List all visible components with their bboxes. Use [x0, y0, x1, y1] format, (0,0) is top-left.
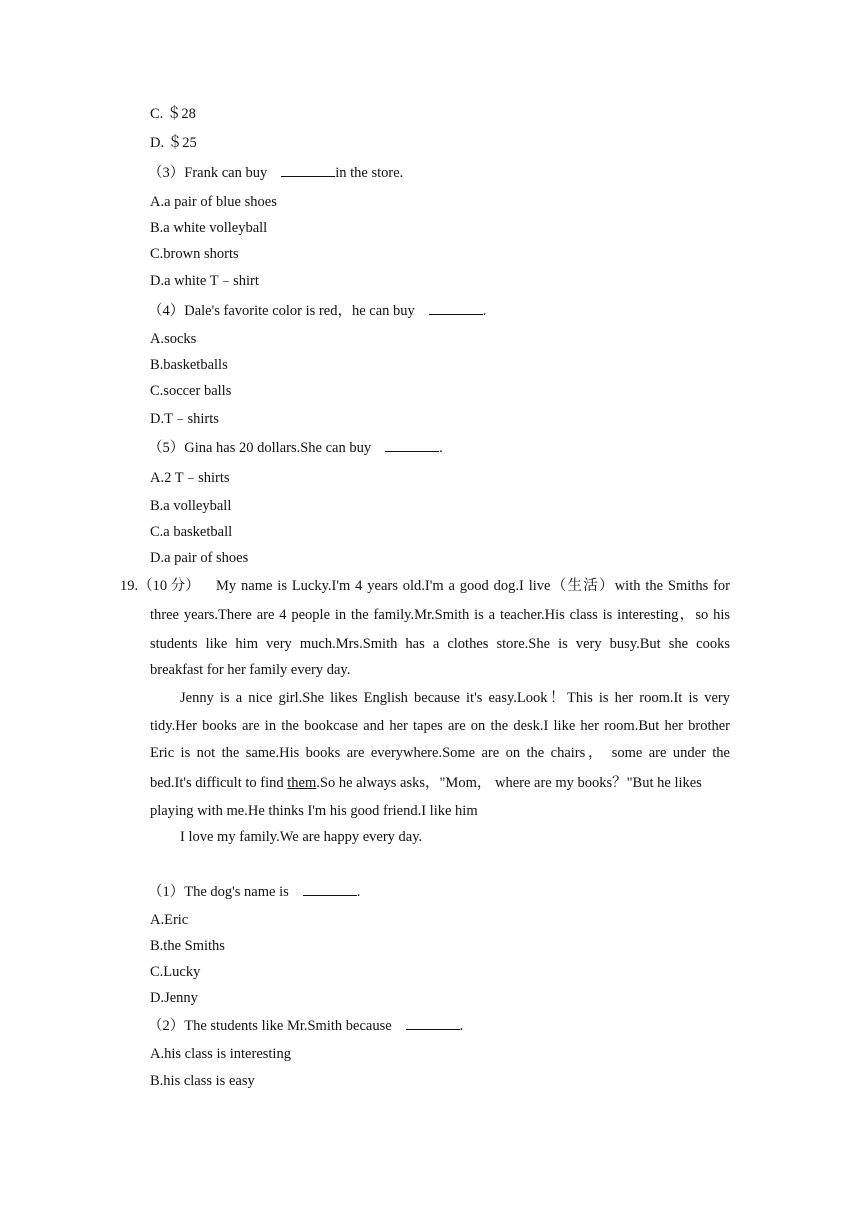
- passage-line: playing with me.He thinks I'm his good friend.I like him: [150, 803, 478, 819]
- option-d: D.Jenny: [150, 990, 198, 1006]
- question-prompt: （1）The dog's name is: [148, 884, 289, 900]
- question-suffix: .: [439, 440, 443, 456]
- option-c: C.a basketball: [150, 524, 233, 540]
- question-19-number: [120, 576, 200, 596]
- question-18-3: [148, 163, 403, 183]
- passage-line: three years.There are 4 people in the family.Mr.Smith is a teacher.His class is interesting，so his: [150, 607, 730, 623]
- option-a: A.Eric: [150, 912, 189, 928]
- answer-blank: [429, 301, 483, 315]
- question-prompt: （4）Dale's favorite color is red，he can buy: [148, 303, 415, 319]
- question-suffix: .: [459, 1018, 464, 1034]
- passage-line: students like him very much.Mrs.Smith has a clothes store.She is very busy.But she cooks: [150, 636, 730, 652]
- question-19-2: [148, 1016, 463, 1036]
- answer-blank: [406, 1016, 460, 1030]
- option-d: D. ＄25: [150, 135, 197, 151]
- passage-line: Jenny is a nice girl.She likes English because it's easy.Look！This is her room.It is very: [180, 690, 730, 706]
- passage-line: tidy.Her books are in the bookcase and her tapes are on the desk.I like her room.But her brother: [150, 718, 730, 734]
- question-suffix: .: [482, 303, 487, 319]
- option-b: B.the Smiths: [150, 938, 225, 954]
- answer-blank: [303, 882, 357, 896]
- option-a: A.a pair of blue shoes: [150, 194, 277, 210]
- option-d: D.a white T﹣shirt: [150, 273, 259, 289]
- option-b: B.basketballs: [150, 357, 228, 373]
- option-b: B.a volleyball: [150, 498, 232, 514]
- option-d: D.T﹣shirts: [150, 411, 219, 427]
- option-c: C.soccer balls: [150, 383, 232, 399]
- question-prompt: （2）The students like Mr.Smith because: [148, 1018, 392, 1034]
- question-suffix: in the store.: [335, 165, 404, 181]
- passage-line: breakfast for her family every day.: [150, 662, 351, 678]
- question-number: 19.: [120, 578, 139, 594]
- passage-line: I love my family.We are happy every day.: [180, 829, 423, 845]
- option-a: A.socks: [150, 331, 197, 347]
- passage-line: My name is Lucky.I'm 4 years old.I'm a good dog.I live（生活）with the Smiths for: [216, 578, 730, 594]
- answer-blank: [281, 163, 335, 177]
- underlined-word: them: [287, 775, 317, 791]
- question-18-5: [148, 438, 443, 458]
- option-c: C.Lucky: [150, 964, 201, 980]
- question-score: （10 分）: [138, 578, 200, 594]
- option-b: B.a white volleyball: [150, 220, 268, 236]
- question-prompt: （3）Frank can buy: [148, 165, 268, 181]
- option-c: C.brown shorts: [150, 246, 239, 262]
- option-b: B.his class is easy: [150, 1073, 255, 1089]
- option-a: A.2 T﹣shirts: [150, 470, 230, 486]
- question-19-1: [148, 882, 360, 902]
- question-18-4: [148, 301, 486, 321]
- question-suffix: .: [356, 884, 361, 900]
- answer-blank: [385, 438, 439, 452]
- passage-line: [150, 773, 730, 793]
- passage-line: Eric is not the same.His books are everywhere.Some are on the chairs， some are under the: [150, 745, 730, 761]
- question-prompt: （5）Gina has 20 dollars.She can buy: [148, 440, 372, 456]
- option-c: C. ＄28: [150, 106, 196, 122]
- option-a: A.his class is interesting: [150, 1046, 291, 1062]
- option-d: D.a pair of shoes: [150, 550, 249, 566]
- passage-text: bed.It's difficult to find them.So he always asks，"Mom， where are my books？"But he likes: [150, 775, 702, 791]
